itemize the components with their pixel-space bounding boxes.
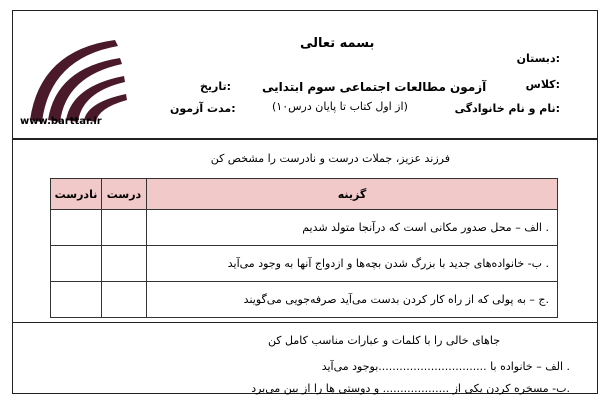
exam-title: آزمون مطالعات اجتماعی سوم ابتدایی: [262, 80, 487, 94]
fill-blanks-instruction: جاهای خالی را با کلمات و عبارات مناسب کامل کن: [267, 334, 500, 347]
table-row: [51, 246, 558, 282]
fill-suffix: و دوستی ها را از بین می‌برد.: [251, 382, 570, 395]
date-label: تاریخ:: [200, 80, 232, 93]
fill-item: [251, 382, 570, 395]
answer-false-cell[interactable]: [51, 282, 102, 318]
true-false-instruction: فرزند عزیز، جملات درست و نادرست را مشخص کن: [210, 152, 450, 165]
school-label: دبستان:: [516, 52, 560, 65]
header-divider: [12, 138, 598, 140]
answer-true-cell[interactable]: [102, 246, 147, 282]
answer-false-cell[interactable]: [51, 210, 102, 246]
section-divider: [12, 322, 598, 323]
name-label: نام و نام خانوادگی:: [454, 102, 560, 115]
class-label: کلاس:: [525, 78, 560, 91]
table-row: [51, 210, 558, 246]
header-true: درست: [102, 179, 147, 210]
answer-true-cell[interactable]: [102, 282, 147, 318]
bismillah-title: بسمه تعالی: [300, 36, 375, 51]
header-statement: گزینه: [147, 179, 558, 210]
true-false-table: [50, 178, 558, 318]
answer-false-cell[interactable]: [51, 246, 102, 282]
website-url: www.barttar.ir: [20, 116, 102, 127]
fill-suffix: بوجود می‌آید .: [321, 360, 570, 373]
answer-true-cell[interactable]: [102, 210, 147, 246]
fill-item: [322, 360, 570, 373]
statement-cell: ب- خانواده‌های جدید با بزرگ شدن بچه‌ها و ازدواج آنها به وجود می‌آید .: [147, 246, 558, 282]
table-row: [51, 282, 558, 318]
blank-field[interactable]: ...................: [382, 382, 450, 395]
fill-prefix: ب- مسخره کردن یکی از: [449, 382, 567, 395]
fill-prefix: الف – خانواده با: [486, 360, 563, 373]
exam-range: (از اول کتاب تا پایان درس۱۰): [272, 100, 408, 113]
statement-cell: الف – محل صدور مکانی است که درآنجا متولد شدیم .: [147, 210, 558, 246]
barttar-logo-icon: [20, 30, 130, 130]
blank-field[interactable]: ...............................: [378, 360, 487, 373]
header-false: نادرست: [51, 179, 102, 210]
duration-label: مدت آزمون:: [170, 102, 236, 115]
statement-cell: ج – به پولی که از راه کار کردن بدست می‌آید صرفه‌جویی می‌گویند.: [147, 282, 558, 318]
